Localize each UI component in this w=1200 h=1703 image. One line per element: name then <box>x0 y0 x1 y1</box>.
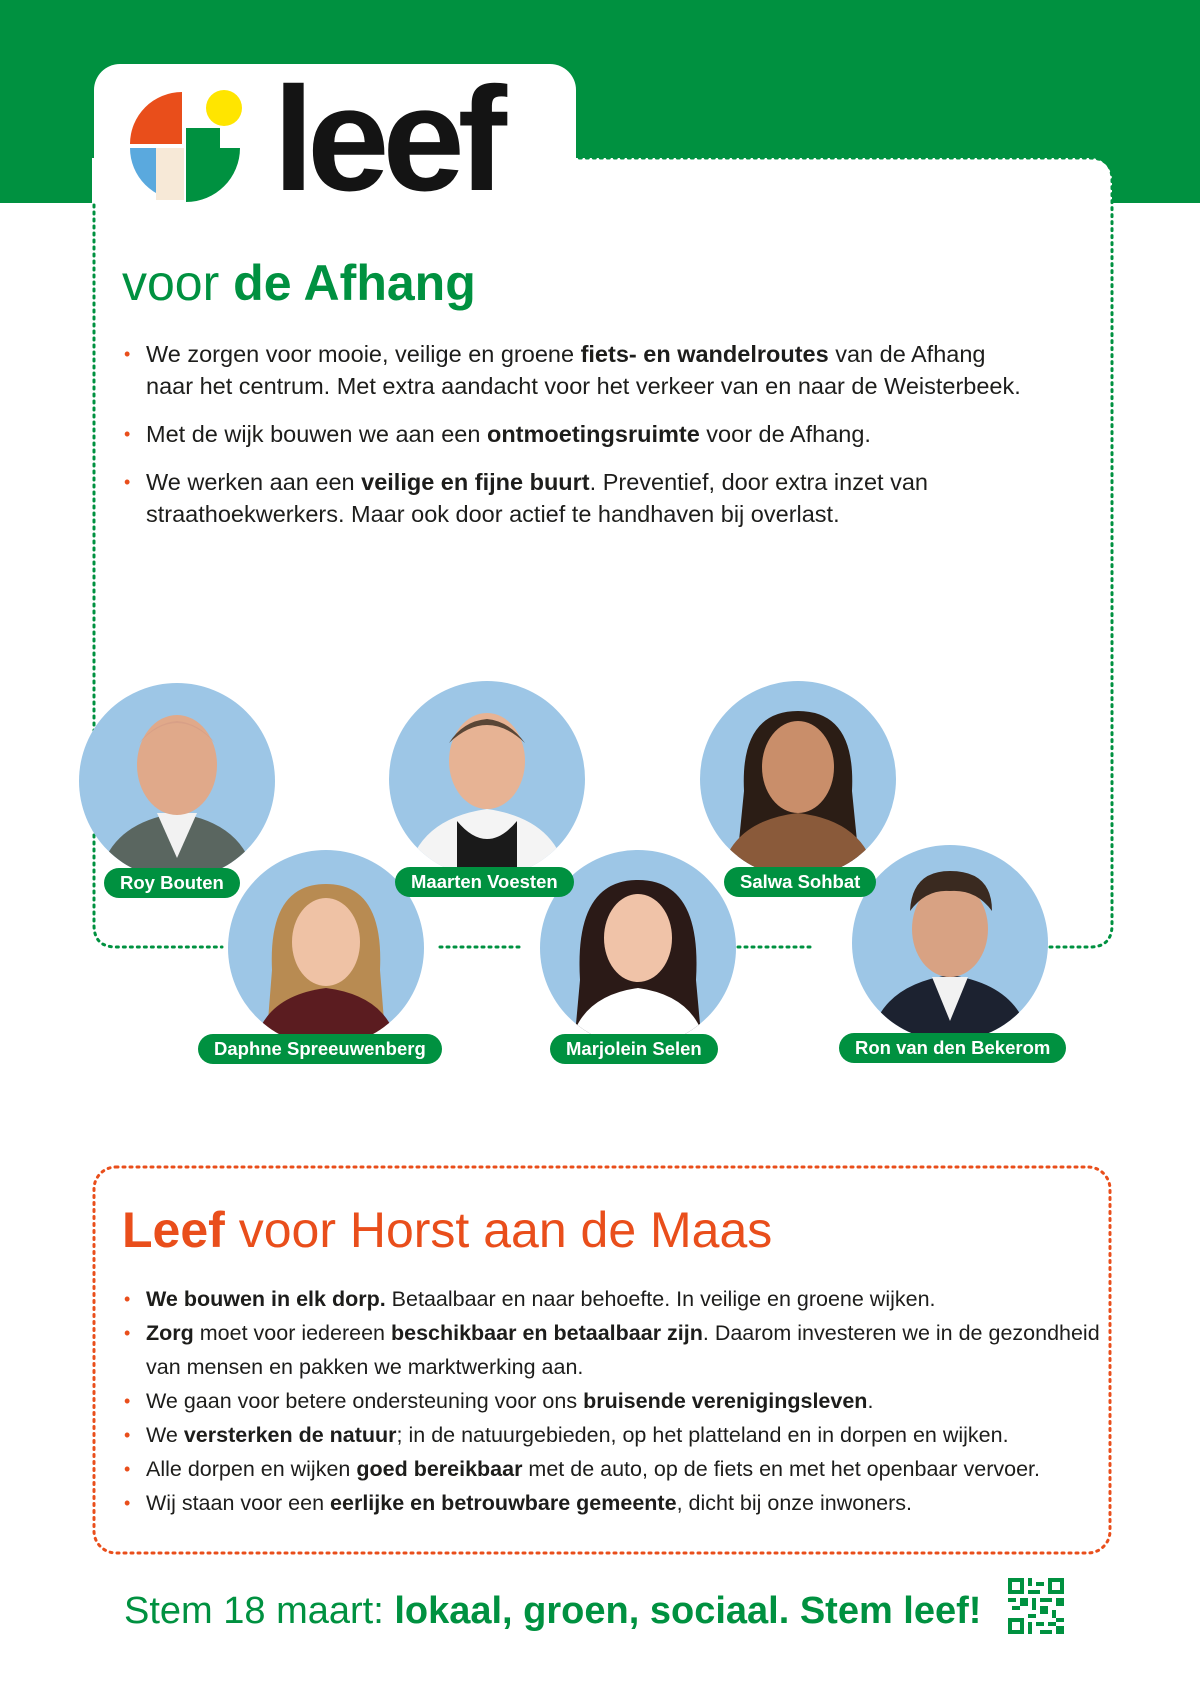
list-item: • We versterken de natuur; in de natuurgebieden, op het platteland en in dorpen en wijken. <box>122 1418 1112 1452</box>
horst-points-list <box>122 1282 1112 1520</box>
portrait-icon <box>79 683 275 879</box>
list-item: • We bouwen in elk dorp. Betaalbaar en naar behoefte. In veilige en groene wijken. <box>122 1282 1112 1316</box>
portrait-icon <box>852 845 1048 1041</box>
list-item: • Alle dorpen en wijken goed bereikbaar met de auto, op de fiets en met het openbaar vervoer. <box>122 1452 1112 1486</box>
footer-slogan: Stem 18 maart: lokaal, groen, sociaal. Stem leef! <box>124 1590 982 1632</box>
brand-wordmark: leef <box>273 57 501 222</box>
portrait-icon <box>700 681 896 877</box>
portrait-icon <box>389 681 585 877</box>
list-item: • Wij staan voor een eerlijke en betrouwbare gemeente, dicht bij onze inwoners. <box>122 1486 1112 1520</box>
candidate-name-badge: Salwa Sohbat <box>724 867 876 897</box>
leef-logo-icon <box>130 88 242 202</box>
list-item: • Zorg moet voor iedereen beschikbaar en betaalbaar zijn. Daarom investeren we in de gezondheid van mensen en pakken we marktwerking aan. <box>122 1316 1112 1384</box>
list-item: • We gaan voor betere ondersteuning voor ons bruisende verenigingsleven. <box>122 1384 1112 1418</box>
section-title: voor de Afhang <box>122 255 476 311</box>
candidate-name-badge: Daphne Spreeuwenberg <box>198 1034 442 1064</box>
candidate-name-badge: Marjolein Selen <box>550 1034 718 1064</box>
section-title: Leef voor Horst aan de Maas <box>122 1202 773 1258</box>
candidate-name-badge: Maarten Voesten <box>395 867 574 897</box>
list-item: • Met de wijk bouwen we aan een ontmoetingsruimte voor de Afhang. <box>122 418 1022 450</box>
qr-code-icon[interactable] <box>1008 1578 1064 1634</box>
candidate-name-badge: Roy Bouten <box>104 868 240 898</box>
list-item: • We zorgen voor mooie, veilige en groene fiets- en wandelroutes van de Afhang naar het centrum. Met extra aandacht voor het verkeer van en naar de Weisterbeek. <box>122 338 1022 402</box>
candidate-name-badge: Ron van den Bekerom <box>839 1033 1066 1063</box>
list-item: • We werken aan een veilige en fijne buurt. Preventief, door extra inzet van straathoekwerkers. Maar ook door actief te handhaven bij overlast. <box>122 466 1022 530</box>
afhang-points-list <box>122 338 1022 546</box>
